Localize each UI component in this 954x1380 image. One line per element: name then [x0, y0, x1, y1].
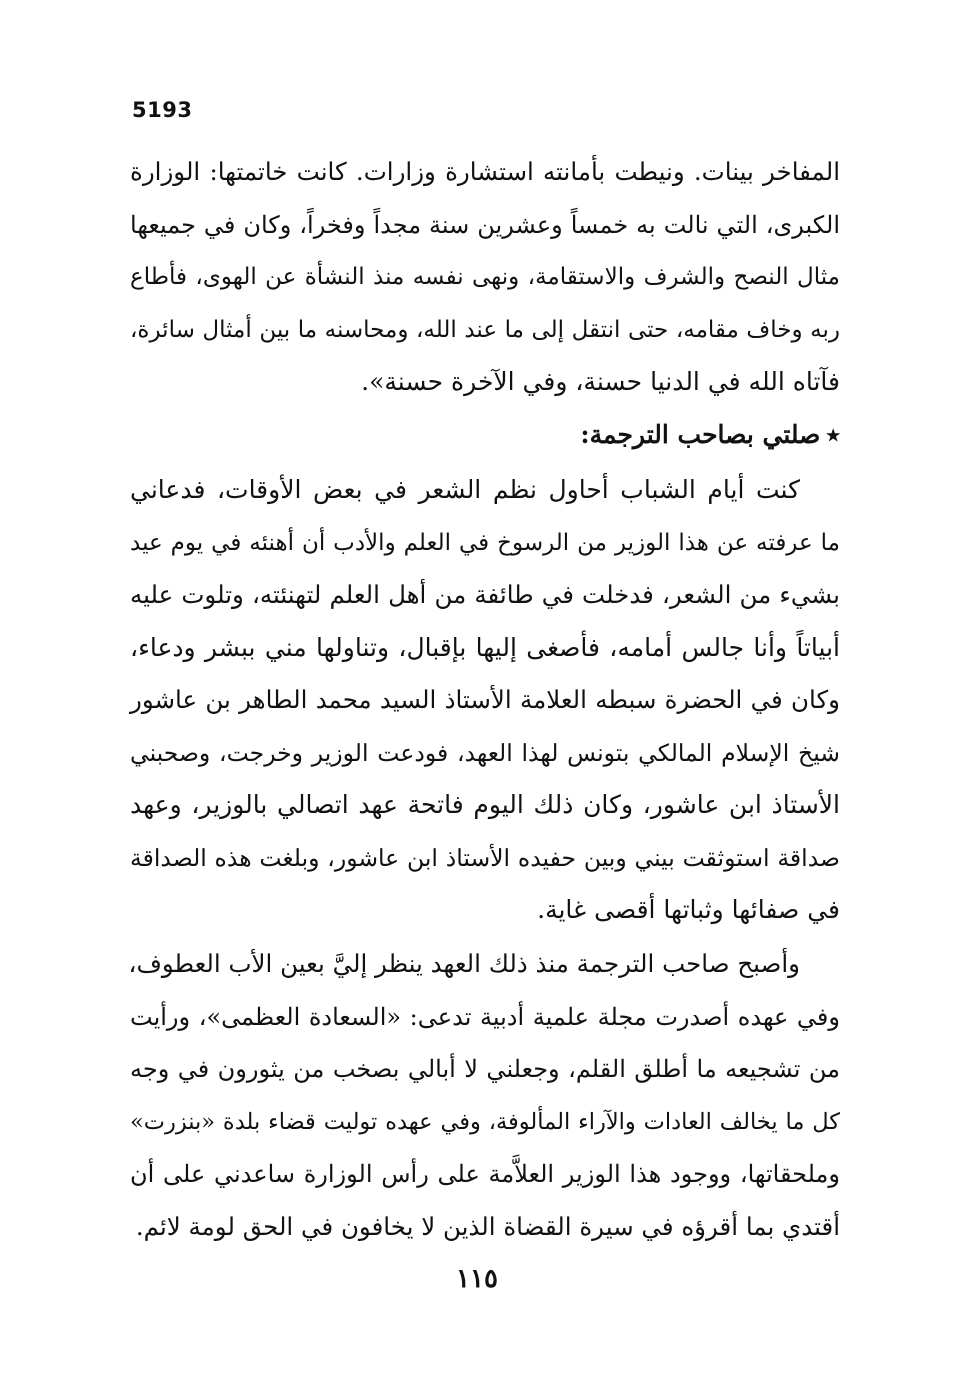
text-line: الكبرى، التي نالت به خمساً وعشرين سنة مجداً وفخراً، وكان في جميعها	[130, 210, 840, 239]
section-heading	[130, 409, 840, 462]
text-line: وأصبح صاحب الترجمة منذ ذلك العهد ينظر إليَّ بعين الأب العطوف،	[128, 949, 800, 978]
section-heading-text: صلتي بصاحب الترجمة:	[580, 419, 821, 449]
text-line: أقتدي بما أقرؤه في سيرة القضاة الذين لا يخافون في الحق لومة لائم.	[135, 1211, 840, 1241]
page-id: 5193	[132, 98, 193, 122]
text-line: وملحقاتها، ووجود هذا الوزير العلاَّمة على رأس الوزارة ساعدني على أن	[130, 1160, 840, 1188]
page-number: ١١٥	[456, 1264, 498, 1294]
text-line: ربه وخاف مقامه، حتى انتقل إلى ما عند الله، ومحاسنه ما بين أمثال سائرة،	[130, 316, 840, 343]
text-line: كنت أيام الشباب أحاول نظم الشعر في بعض الأوقات، فدعاني	[130, 475, 800, 504]
text-line: فآتاه الله في الدنيا حسنة، وفي الآخرة حسنة».	[361, 367, 840, 396]
text-line: مثال النصح والشرف والاستقامة، ونهى نفسه منذ النشأة عن الهوى، فأطاع	[130, 264, 840, 290]
text-line: كل ما يخالف العادات والآراء المألوفة، وفي عهده توليت قضاء بلدة «بنزرت»	[130, 1108, 840, 1135]
text-line: صداقة استوثقت بيني وبين حفيده الأستاذ ابن عاشور، وبلغت هذه الصداقة	[130, 843, 840, 872]
text-line: وكان في الحضرة سبطه العلامة الأستاذ السيد محمد الطاهر بن عاشور	[130, 685, 840, 714]
text-line: أبياتاً وأنا جالس أمامه، فأصغى إليها بإقبال، وتناولها مني ببشر ودعاء،	[130, 632, 840, 662]
paragraph-relationship	[130, 464, 840, 937]
paragraph-magazine	[130, 938, 840, 1253]
text-line: ما عرفته عن هذا الوزير من الرسوخ في العلم والأدب أن أهنئه في يوم عيد	[130, 529, 840, 556]
text-line: من تشجيعه ما أطلق القلم، وجعلني لا أبالي بصخب من يثورون في وجه	[130, 1055, 840, 1083]
asterisk-icon: ٭	[826, 419, 840, 449]
text-line: بشيء من الشعر، فدخلت في طائفة من أهل العلم لتهنئته، وتلوت عليه	[130, 580, 840, 609]
text-line: في صفائها وثباتها أقصى غاية.	[537, 895, 840, 924]
paragraph-continuation	[130, 146, 840, 461]
text-line: الأستاذ ابن عاشور، وكان ذلك اليوم فاتحة عهد اتصالي بالوزير، وعهد	[130, 790, 840, 819]
text-line: وفي عهده أصدرت مجلة علمية أدبية تدعى: «السعادة العظمى»، ورأيت	[130, 1002, 840, 1031]
text-line: شيخ الإسلام المالكي بتونس لهذا العهد، فودعت الوزير وخرجت، وصحبني	[130, 738, 840, 767]
text-line: المفاخر بينات. ونيطت بأمانته استشارة وزارات. كانت خاتمتها: الوزارة	[130, 157, 840, 186]
